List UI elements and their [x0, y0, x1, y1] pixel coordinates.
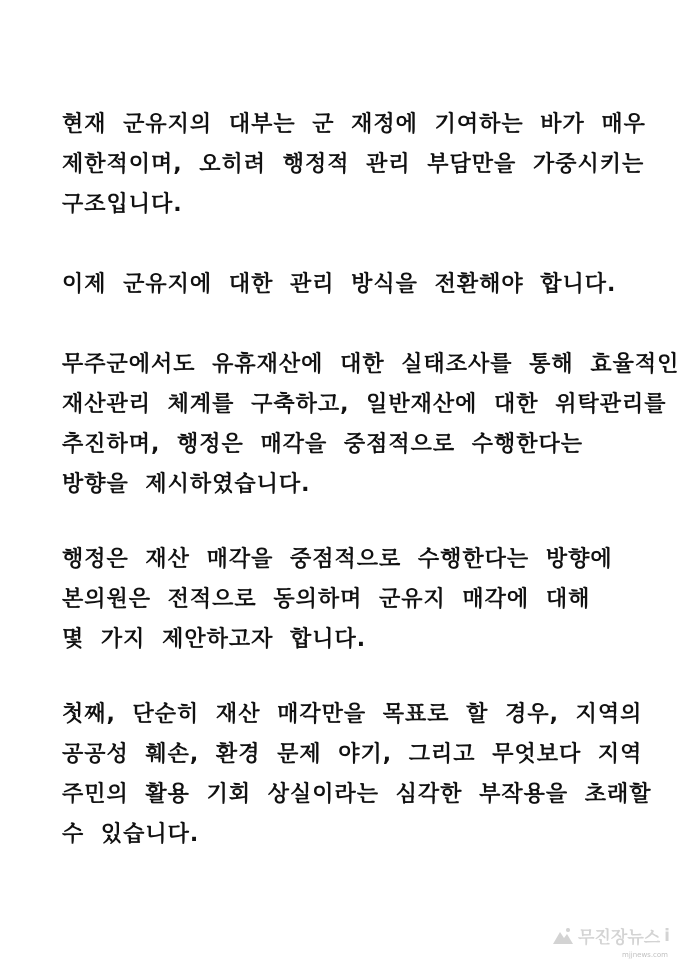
text-line: 몇 가지 제안하고자 합니다.	[62, 627, 367, 652]
watermark	[552, 923, 670, 948]
text-line: 본의원은 전적으로 동의하며 군유지 매각에 대해	[62, 587, 591, 612]
paragraph-3	[62, 345, 680, 505]
paragraph-5	[62, 695, 652, 855]
text-line: 추진하며, 행정은 매각을 중점적으로 수행한다는	[62, 432, 584, 457]
text-line: 무주군에서도 유휴재산에 대한 실태조사를 통해 효율적인	[62, 352, 680, 377]
text-line: 행정은 재산 매각을 중점적으로 수행한다는 방향에	[62, 547, 613, 572]
paragraph-2	[62, 265, 622, 305]
watermark-suffix: i	[664, 925, 670, 946]
watermark-url: mjjnews.com	[622, 951, 668, 959]
watermark-text: 무진장뉴스	[578, 928, 661, 948]
text-line: 재산관리 체계를 구축하고, 일반재산에 대한 위탁관리를	[62, 392, 667, 417]
text-line: 제한적이며, 오히려 행정적 관리 부담만을 가중시키는	[62, 152, 645, 177]
text-line: 구조입니다.	[62, 192, 183, 217]
text-line: 이제 군유지에 대한 관리 방식을 전환해야 합니다.	[62, 272, 617, 297]
text-line: 방향을 제시하였습니다.	[62, 472, 311, 497]
paragraph-4	[62, 540, 622, 660]
text-line: 주민의 활용 기회 상실이라는 심각한 부작용을 초래할	[62, 782, 652, 807]
text-line: 수 있습니다.	[62, 822, 200, 847]
text-line: 첫째, 단순히 재산 매각만을 목표로 할 경우, 지역의	[62, 702, 643, 727]
paragraph-1	[62, 105, 646, 225]
text-line: 공공성 훼손, 환경 문제 야기, 그리고 무엇보다 지역	[62, 742, 643, 767]
mountain-logo-icon	[552, 927, 574, 945]
text-line: 현재 군유지의 대부는 군 재정에 기여하는 바가 매우	[62, 112, 646, 137]
